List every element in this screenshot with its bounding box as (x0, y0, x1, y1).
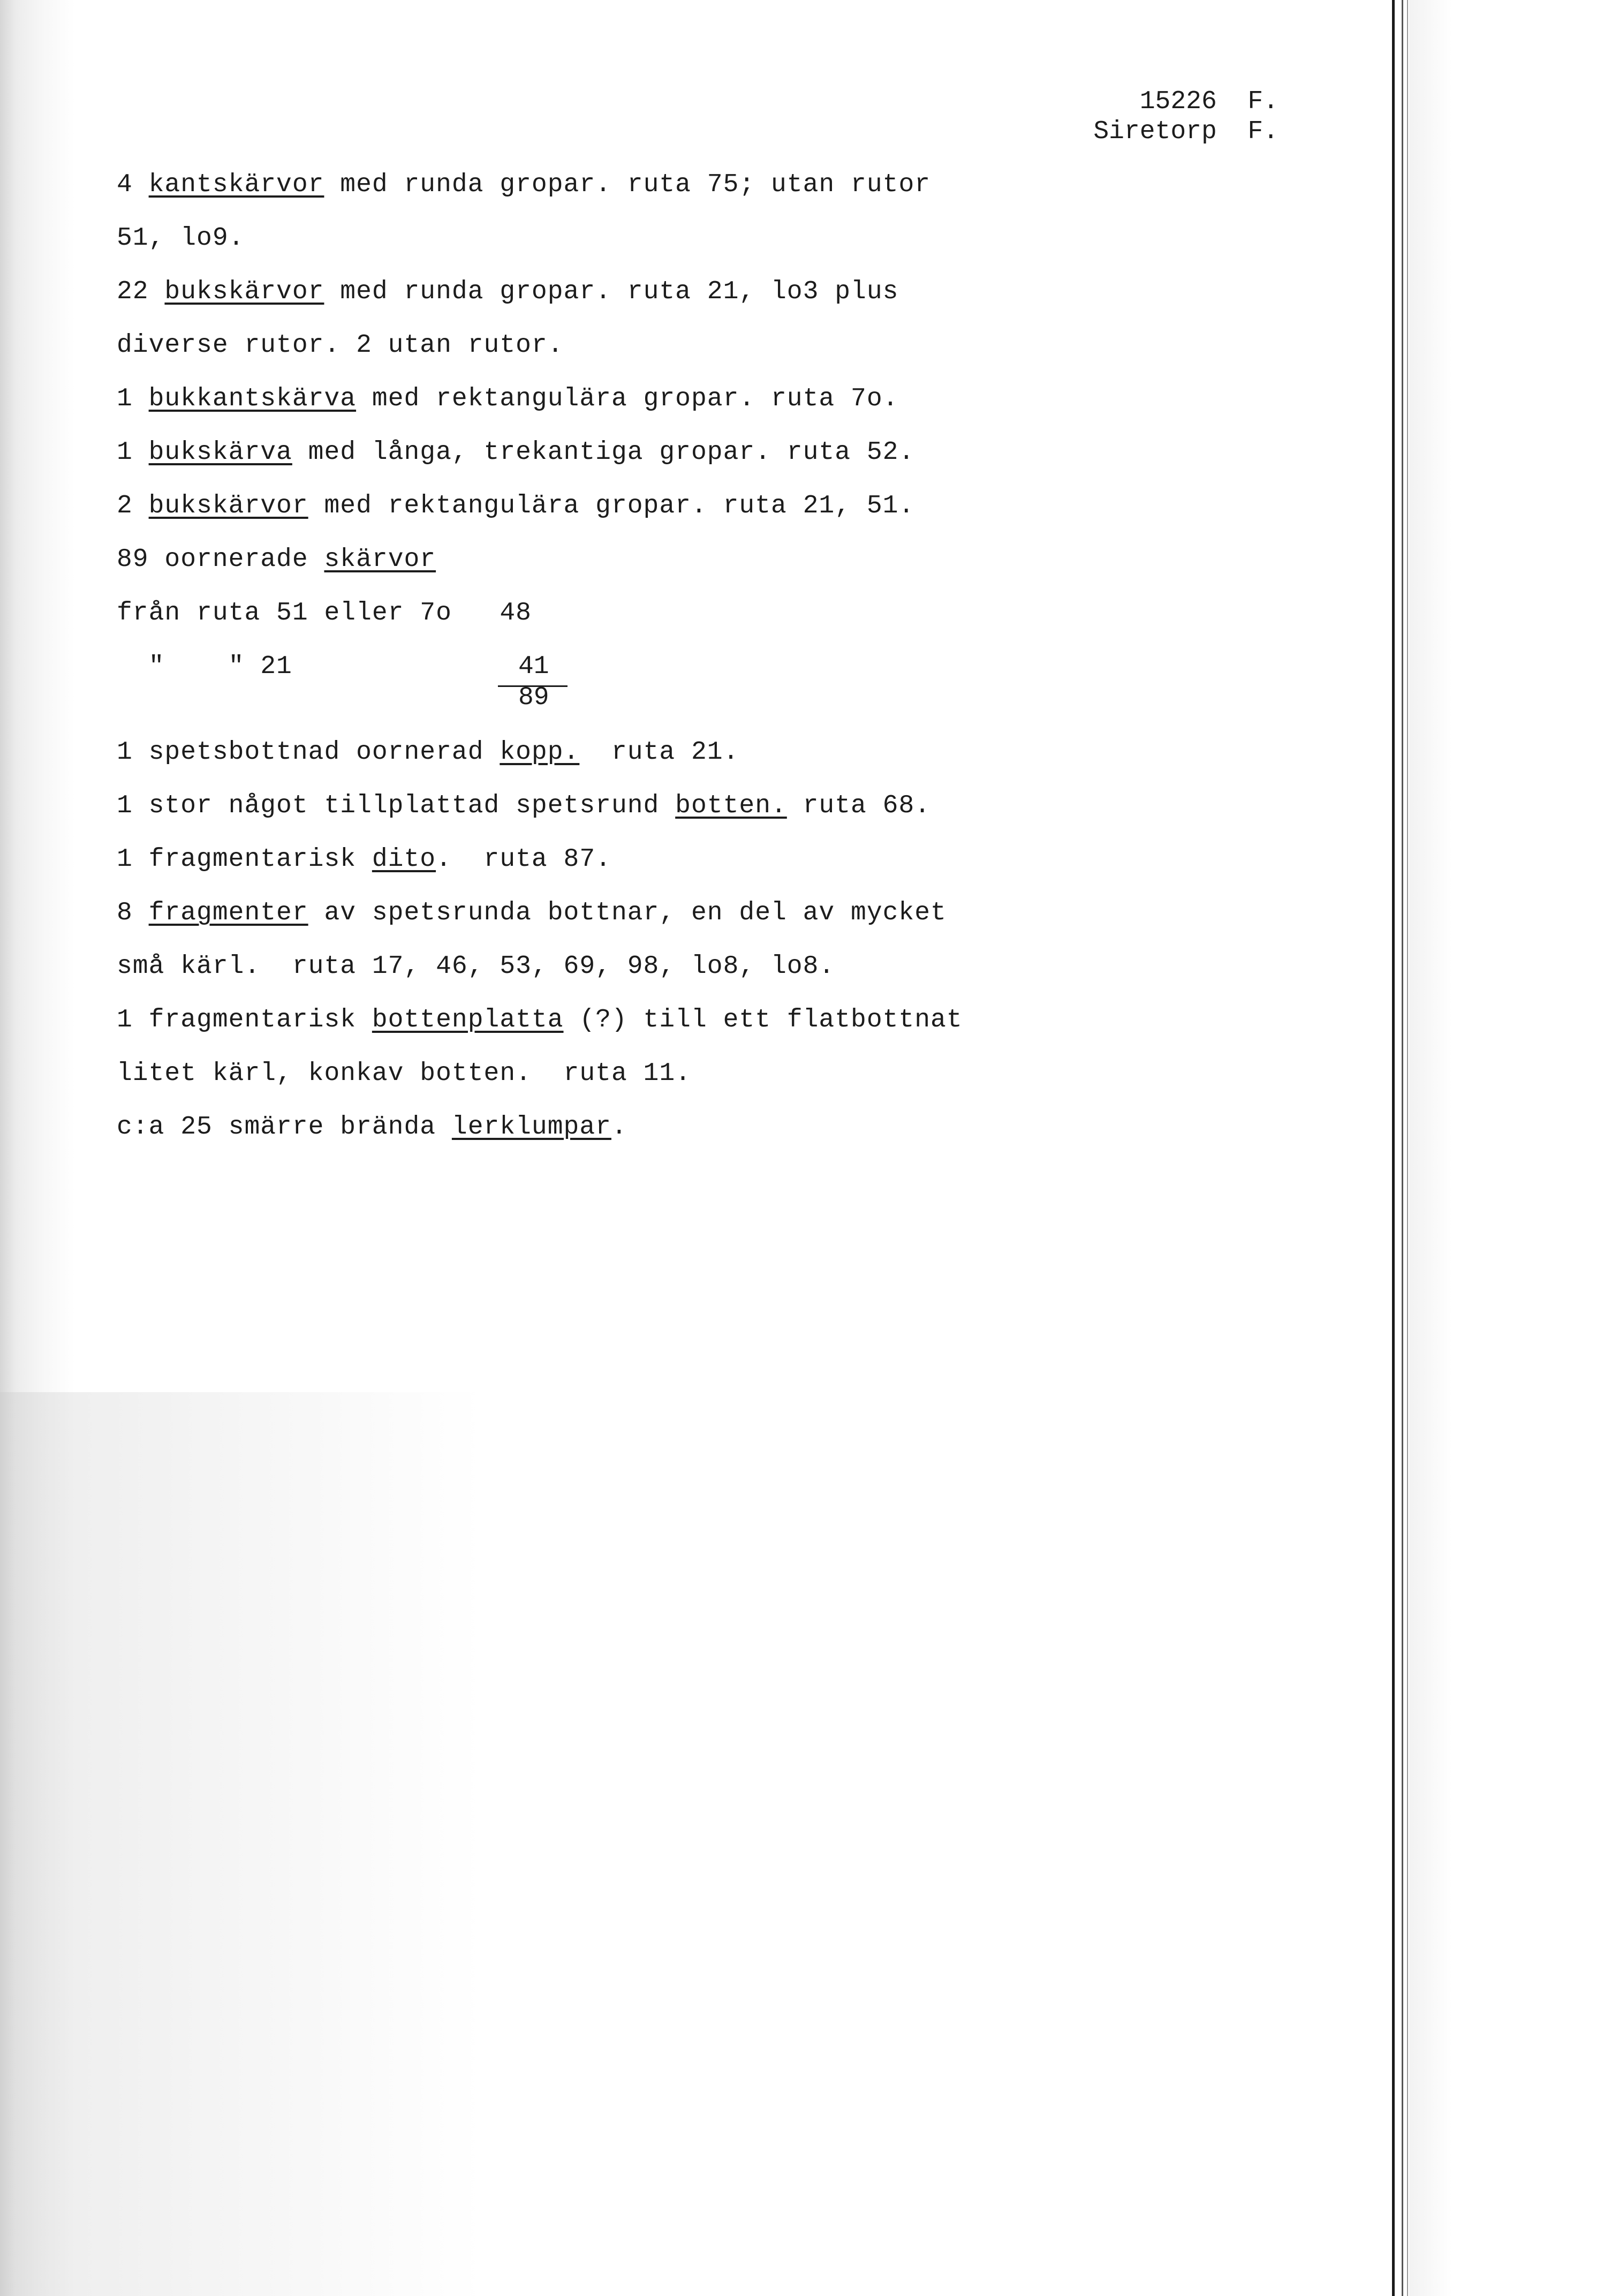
text-line: " " 21 (117, 652, 292, 681)
underlined-term: botten. (675, 791, 787, 820)
text-line: litet kärl, konkav botten. ruta 11. (117, 1059, 691, 1088)
underlined-term: fragmenter (148, 898, 308, 927)
catalog-number: 15226 F. (1139, 87, 1278, 116)
underlined-term: bottenplatta (372, 1006, 564, 1034)
underlined-term: bukkantskärva (148, 384, 357, 413)
page-edge-line (1392, 0, 1395, 2296)
text-line: 51, lo9. (117, 224, 245, 253)
text-line: 4 kantskärvor med runda gropar. ruta 75; utan rutor (117, 170, 931, 199)
text-line: 1 spetsbottnad oornerad kopp. ruta 21. (117, 738, 739, 767)
page-edge-line (1407, 0, 1408, 2296)
scan-shadow (0, 1392, 482, 2296)
text-line: 22 bukskärvor med runda gropar. ruta 21, lo3 plus (117, 277, 899, 306)
text-line: 1 stor något tillplattad spetsrund botten. ruta 68. (117, 791, 931, 820)
site-name: Siretorp F. (1093, 117, 1278, 146)
text-line: 89 oornerade skärvor (117, 545, 436, 574)
underlined-term: skärvor (324, 545, 436, 574)
text-line: c:a 25 smärre brända lerklumpar. (117, 1113, 627, 1142)
tally-addend: 41 (518, 652, 549, 681)
underlined-term: kantskärvor (148, 170, 324, 199)
text-line: 1 bukskärva med långa, trekantiga gropar. ruta 52. (117, 438, 915, 467)
underlined-term: bukskärvor (148, 492, 308, 520)
text-line: 1 bukkantskärva med rektangulära gropar. ruta 7o. (117, 384, 899, 413)
text-line: 8 fragmenter av spetsrunda bottnar, en del av mycket (117, 898, 947, 927)
text-line: 1 fragmentarisk dito. ruta 87. (117, 845, 611, 874)
catalog-header (1093, 87, 1278, 147)
scan-right-margin (1409, 0, 1619, 2296)
underlined-term: bukskärva (148, 438, 292, 467)
tally-total: 89 (518, 683, 549, 712)
text-line: 1 fragmentarisk bottenplatta (?) till ett flatbottnat (117, 1006, 963, 1034)
text-line: diverse rutor. 2 utan rutor. (117, 331, 564, 360)
underlined-term: lerklumpar (451, 1113, 611, 1142)
text-line: 2 bukskärvor med rektangulära gropar. ruta 21, 51. (117, 492, 915, 520)
text-line: små kärl. ruta 17, 46, 53, 69, 98, lo8, lo8. (117, 952, 835, 981)
underlined-term: kopp. (500, 738, 580, 767)
text-line: från ruta 51 eller 7o 48 (117, 599, 532, 628)
underlined-term: dito (372, 845, 436, 874)
page-edge-line (1402, 0, 1403, 2296)
underlined-term: bukskärvor (164, 277, 324, 306)
